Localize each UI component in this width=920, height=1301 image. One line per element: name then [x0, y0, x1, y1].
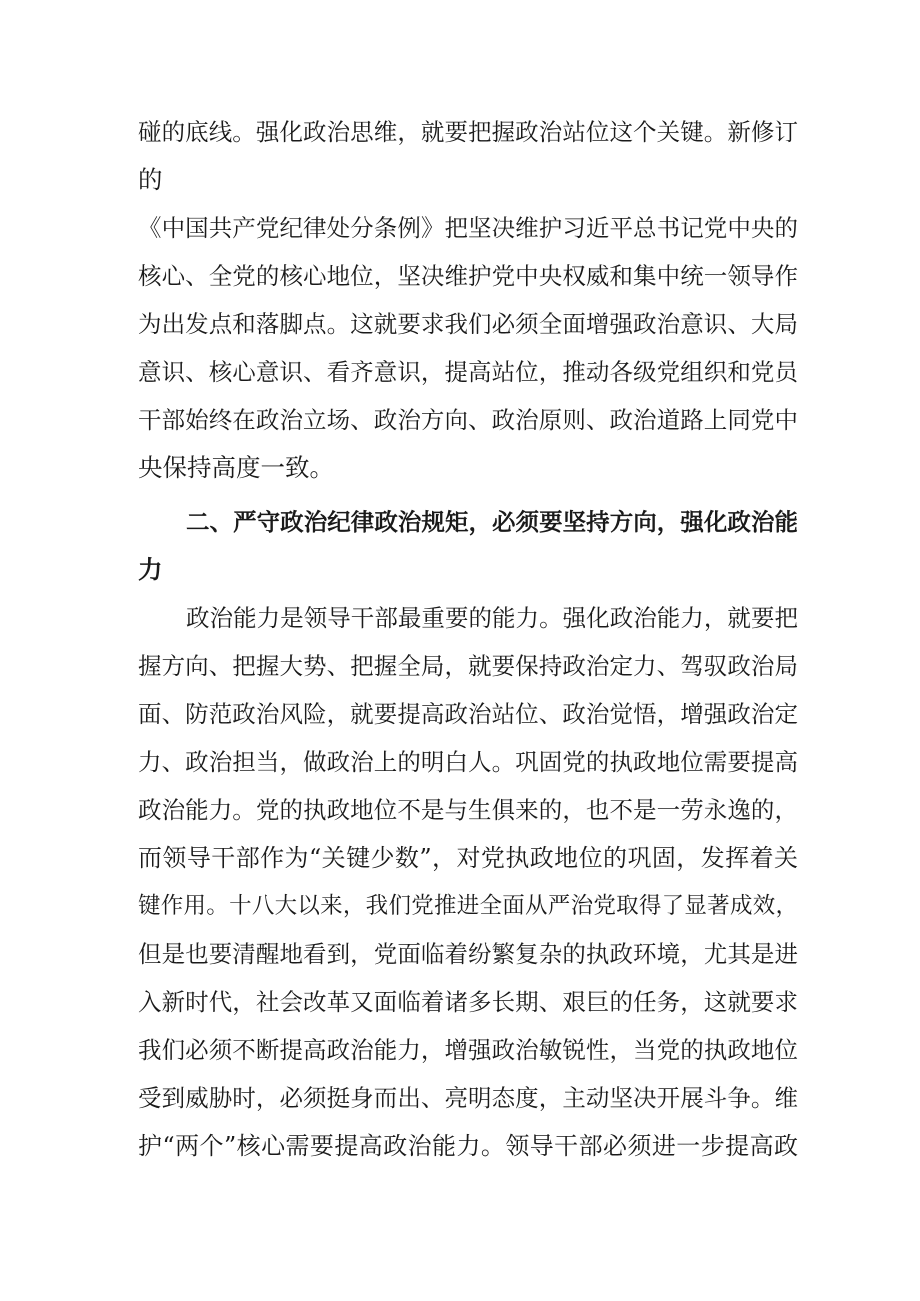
- paragraph-line: 意识、核心意识、看齐意识，提高站位，推动各级党组织和党员: [138, 358, 798, 386]
- paragraph-line: 键作用。十八大以来，我们党推进全面从严治党取得了显著成效，: [138, 893, 798, 919]
- paragraph-line: 政治能力是领导干部最重要的能力。强化政治能力，就要把: [186, 604, 798, 632]
- heading-line: 二、严守政治纪律政治规矩，必须要坚持方向，强化政治能: [186, 508, 798, 536]
- paragraph-line: 为出发点和落脚点。这就要求我们必须全面增强政治意识、大局: [138, 310, 798, 338]
- heading-line: 力: [138, 555, 163, 584]
- paragraph-line: 面、防范政治风险，就要提高政治站位、政治觉悟，增强政治定: [138, 700, 798, 728]
- paragraph-line: 央保持高度一致。: [138, 453, 334, 482]
- paragraph-line: 干部始终在政治立场、政治方向、政治原则、政治道路上同党中: [138, 406, 798, 434]
- paragraph-line: 力、政治担当，做政治上的明白人。巩固党的执政地位需要提高: [138, 748, 798, 776]
- paragraph-line: 护“两个”核心需要提高政治能力。领导干部必须进一步提高政: [138, 1132, 798, 1160]
- paragraph-line: 的: [138, 165, 163, 194]
- paragraph-line: 但是也要清醒地看到，党面临着纷繁复杂的执政环境，尤其是进: [138, 940, 798, 968]
- paragraph-line: 核心、全党的核心地位，坚决维护党中央权威和集中统一领导作: [138, 262, 798, 290]
- paragraph-line: 握方向、把握大势、把握全局，就要保持政治定力、驾驭政治局: [138, 652, 798, 680]
- paragraph-line: 《中国共产党纪律处分条例》把坚决维护习近平总书记党中央的: [138, 214, 798, 242]
- paragraph-line: 而领导干部作为“关键少数”，对党执政地位的巩固，发挥着关: [138, 844, 798, 872]
- paragraph-line: 入新时代，社会改革又面临着诸多长期、艰巨的任务，这就要求: [138, 988, 798, 1016]
- paragraph-line: 我们必须不断提高政治能力，增强政治敏锐性，当党的执政地位: [138, 1036, 798, 1064]
- paragraph-line: 政治能力。党的执政地位不是与生俱来的，也不是一劳永逸的，: [138, 796, 798, 824]
- paragraph-line: 碰的底线。强化政治思维，就要把握政治站位这个关键。新修订: [138, 118, 798, 146]
- paragraph-line: 受到威胁时，必须挺身而出、亮明态度，主动坚决开展斗争。维: [138, 1084, 798, 1112]
